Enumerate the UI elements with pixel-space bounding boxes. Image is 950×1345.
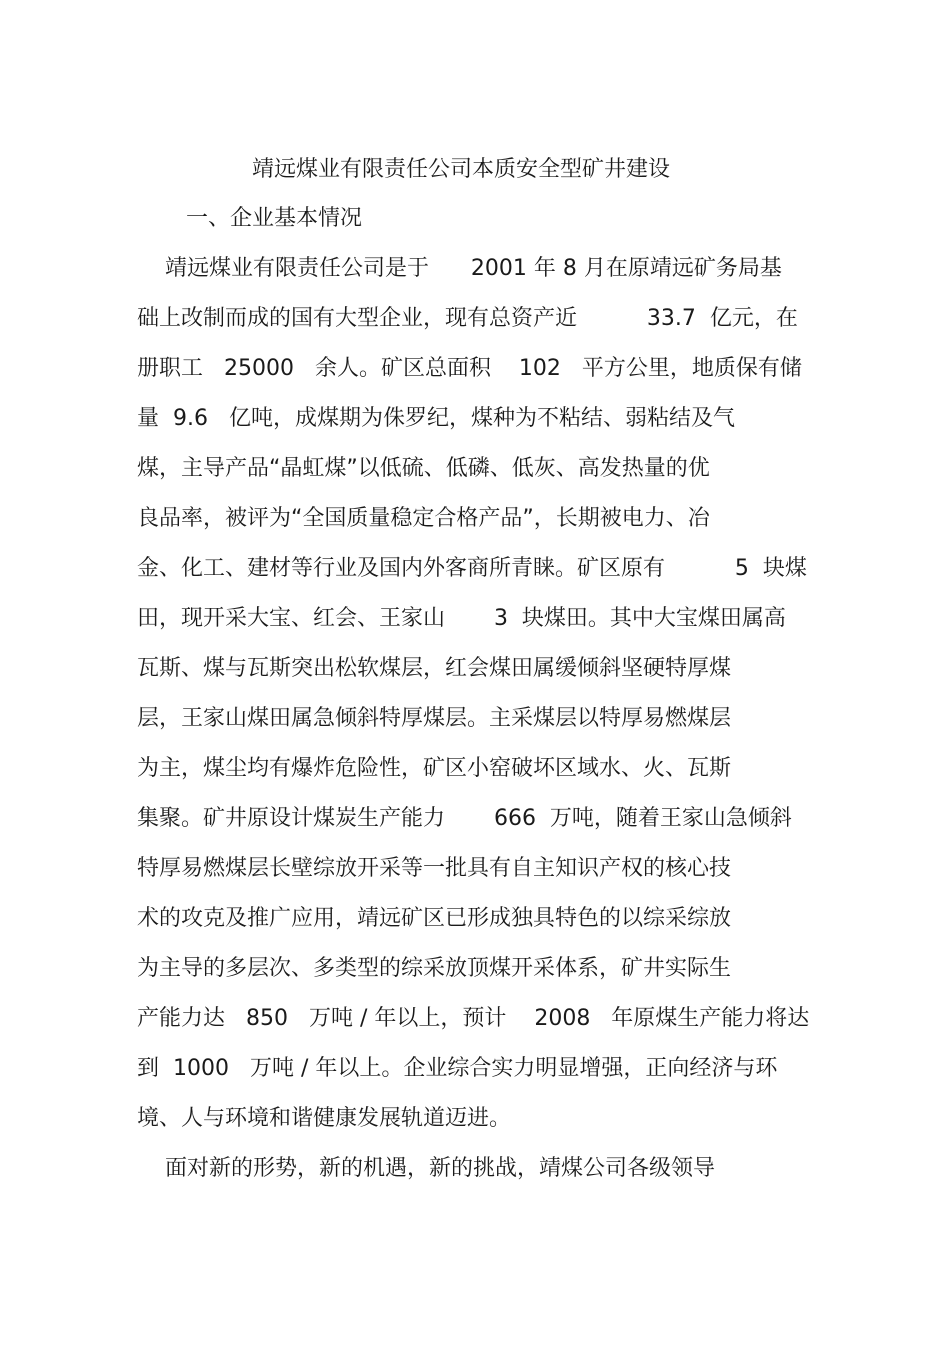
paragraph-line: 田，现开采大宝、红会、王家山 3 块煤田。其中大宝煤田属高 (137, 606, 786, 631)
paragraph-line: 册职工 25000 余人。矿区总面积 102 平方公里，地质保有储 (137, 356, 802, 381)
paragraph-line: 良品率，被评为“全国质量稳定合格产品”，长期被电力、冶 (137, 506, 710, 531)
paragraph-line: 集聚。矿井原设计煤炭生产能力 666 万吨，随着王家山急倾斜 (137, 806, 792, 831)
paragraph-line: 瓦斯、煤与瓦斯突出松软煤层，红会煤田属缓倾斜坚硬特厚煤 (137, 656, 732, 681)
paragraph-line: 础上改制而成的国有大型企业，现有总资产近 33.7 亿元，在 (137, 306, 798, 331)
section-heading: 一、企业基本情况 (186, 206, 363, 231)
paragraph-line: 金、化工、建材等行业及国内外客商所青睐。矿区原有 5 块煤 (137, 556, 807, 581)
paragraph-line: 为主，煤尘均有爆炸危险性，矿区小窑破坏区域水、火、瓦斯 (137, 756, 732, 781)
paragraph-line: 特厚易燃煤层长壁综放开采等一批具有自主知识产权的核心技 (137, 856, 732, 881)
paragraph-line: 为主导的多层次、多类型的综采放顶煤开采体系，矿井实际生 (137, 956, 732, 981)
paragraph-line: 靖远煤业有限责任公司是于 2001 年 8 月在原靖远矿务局基 (137, 256, 782, 281)
paragraph-line: 境、人与环境和谐健康发展轨道迈进。 (137, 1106, 512, 1131)
paragraph-line: 量 9.6 亿吨，成煤期为侏罗纪，煤种为不粘结、弱粘结及气 (137, 406, 735, 431)
paragraph-line: 煤，主导产品“晶虹煤”以低硫、低磷、低灰、高发热量的优 (137, 456, 710, 481)
document-title: 靖远煤业有限责任公司本质安全型矿井建设 (251, 157, 670, 182)
paragraph-line: 产能力达 850 万吨 / 年以上，预计 2008 年原煤生产能力将达 (137, 1006, 810, 1031)
paragraph-line: 到 1000 万吨 / 年以上。企业综合实力明显增强，正向经济与环 (137, 1056, 778, 1081)
paragraph-line: 面对新的形势，新的机遇，新的挑战，靖煤公司各级领导 (137, 1156, 715, 1181)
paragraph-line: 术的攻克及推广应用，靖远矿区已形成独具特色的以综采综放 (137, 906, 732, 931)
paragraph-line: 层，王家山煤田属急倾斜特厚煤层。主采煤层以特厚易燃煤层 (137, 706, 732, 731)
